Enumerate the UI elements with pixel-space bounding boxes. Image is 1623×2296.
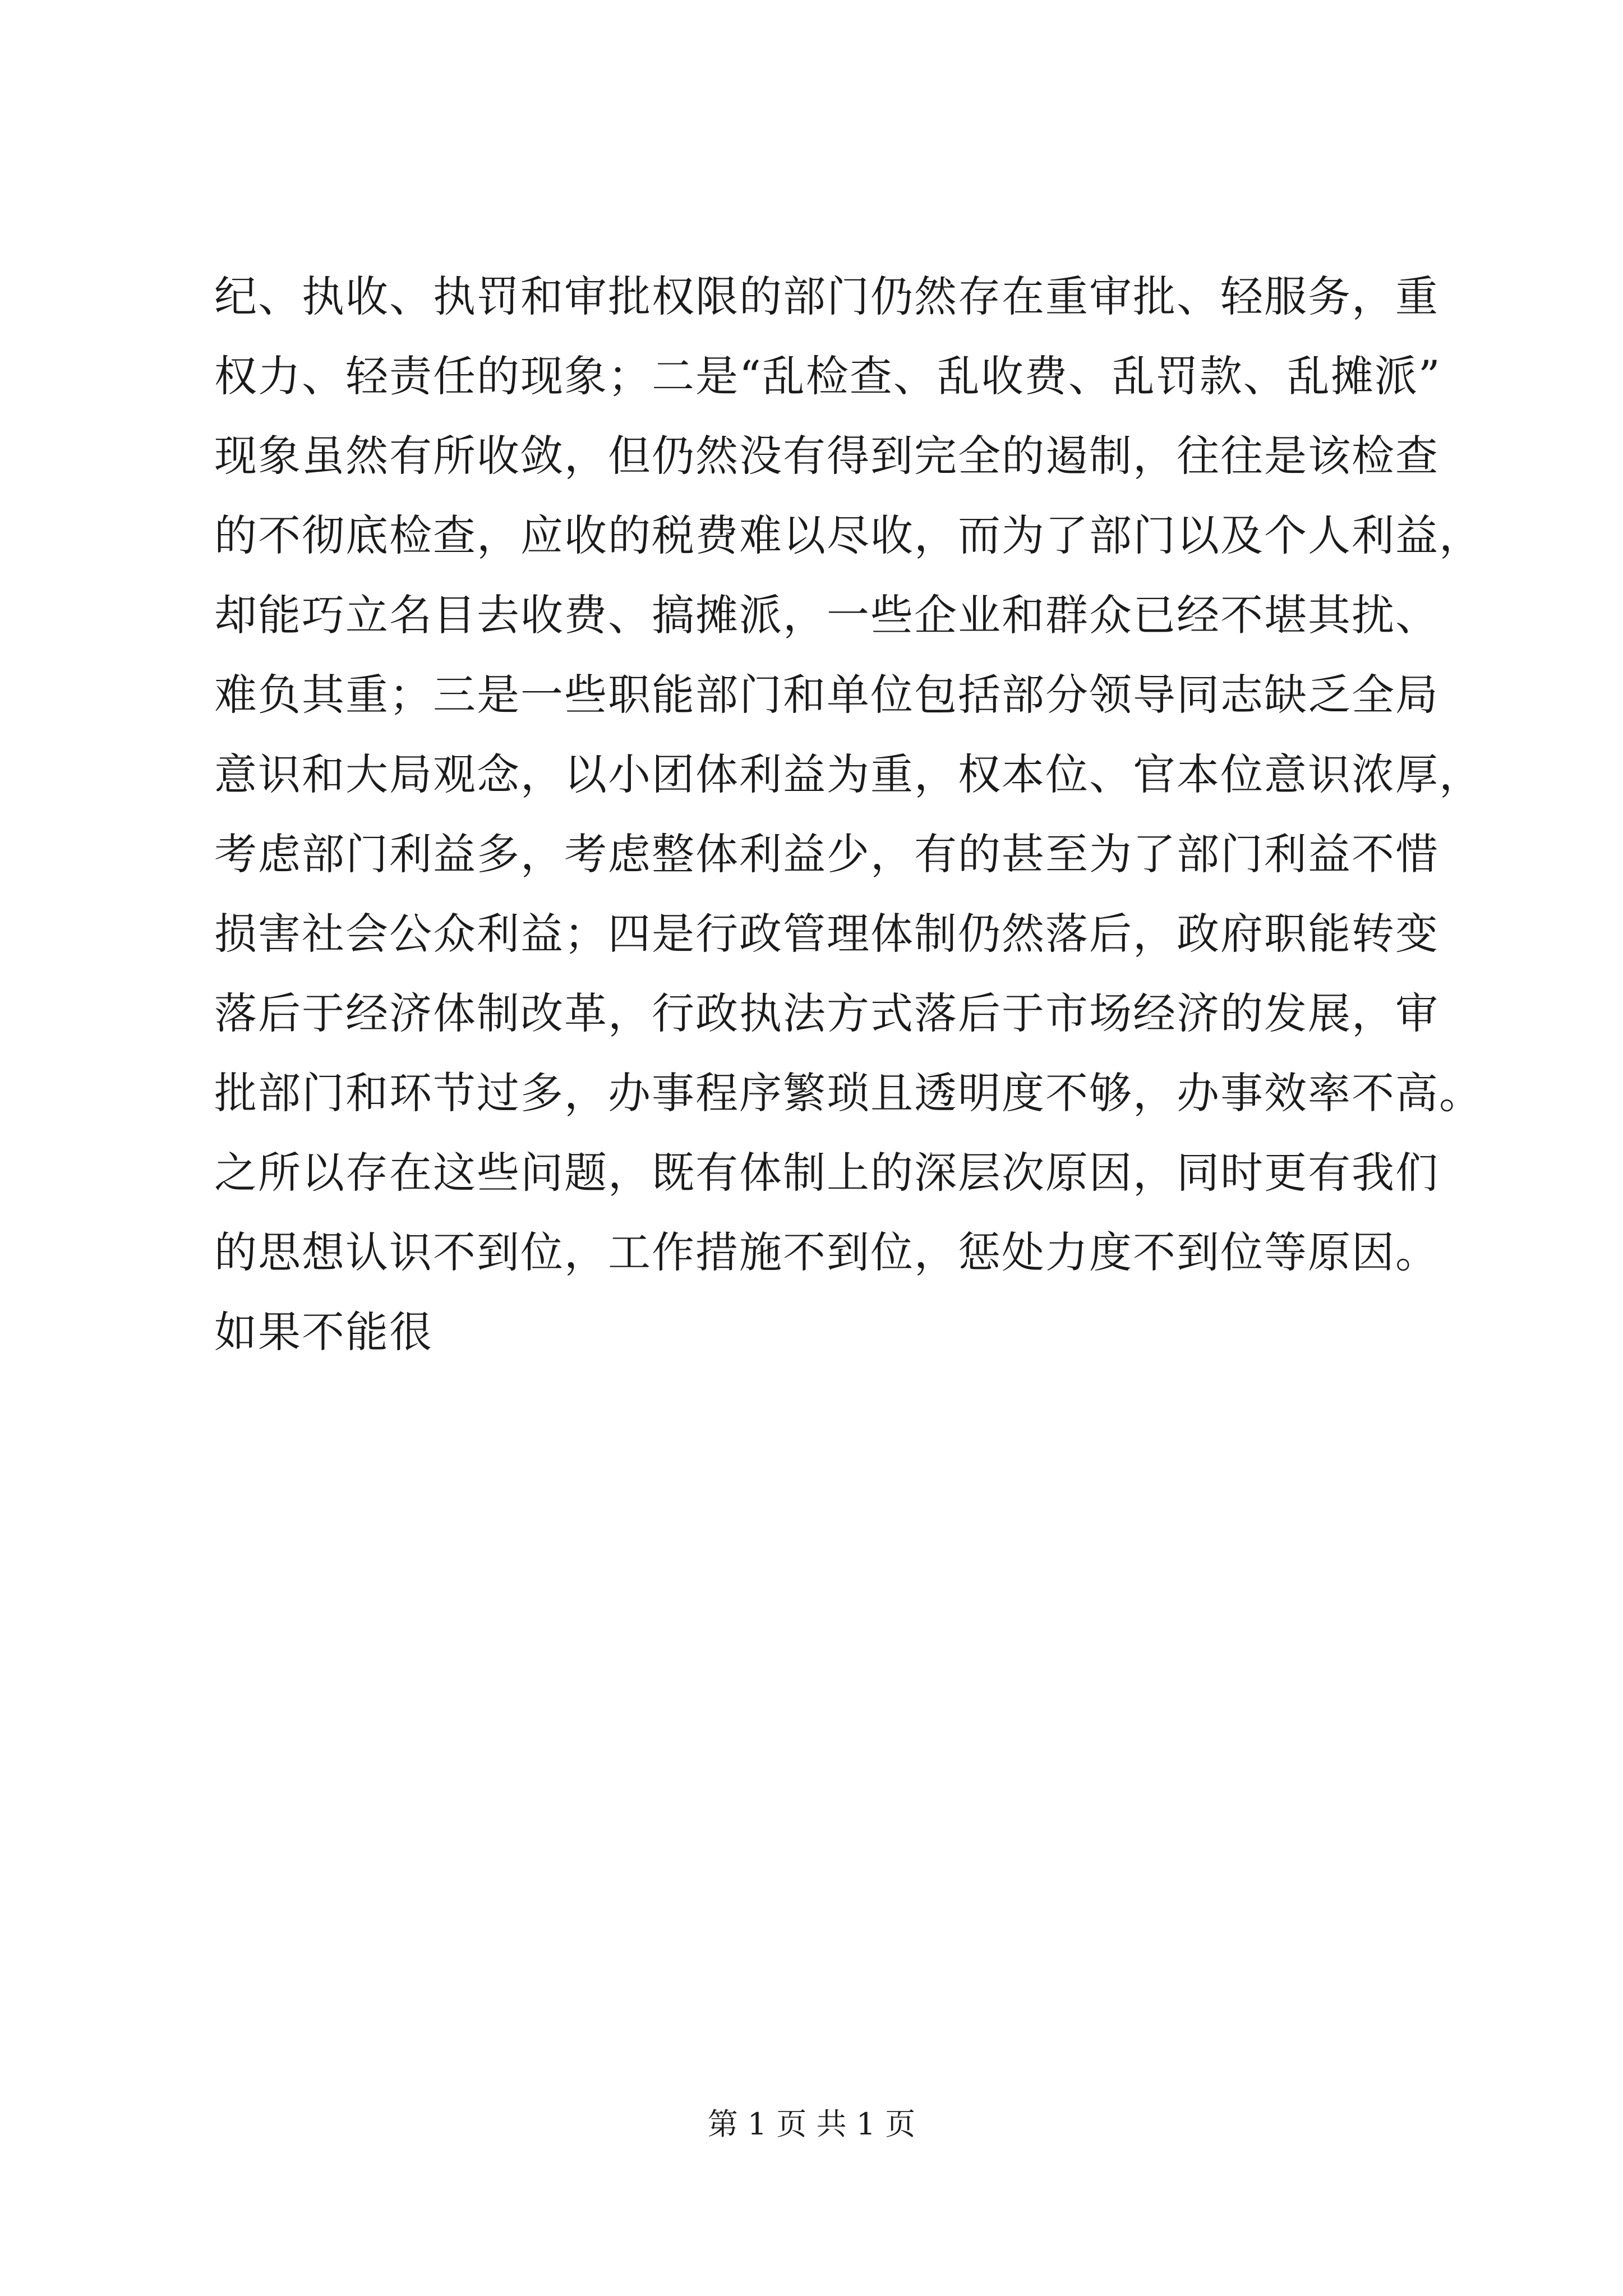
text-line: 如果不能很 (214, 1307, 433, 1357)
text-line: 难负其重；三是一些职能部门和单位包括部分领导同志缺乏全局 (214, 670, 1439, 720)
text-line: 权力、轻责任的现象；二是“乱检查、乱收费、乱罚款、乱摊派” (214, 351, 1441, 401)
text-line: 纪、执收、执罚和审批权限的部门仍然存在重审批、轻服务，重 (214, 272, 1439, 321)
text-line: 现象虽然有所收敛，但仍然没有得到完全的遏制，往往是该检查 (214, 431, 1439, 481)
page-footer (0, 2105, 1623, 2144)
text-line: 考虑部门利益多，考虑整体利益少，有的甚至为了部门利益不惜 (214, 829, 1439, 879)
text-line: 的不彻底检查，应收的税费难以尽收，而为了部门以及个人利益， (214, 510, 1483, 560)
text-line: 却能巧立名目去收费、搞摊派，一些企业和群众已经不堪其扰、 (214, 590, 1439, 640)
text-line: 损害社会公众利益；四是行政管理体制仍然落后，政府职能转变 (214, 909, 1439, 959)
text-line: 落后于经济体制改革，行政执法方式落后于市场经济的发展，审 (214, 988, 1439, 1038)
text-line: 批部门和环节过多，办事程序繁琐且透明度不够，办事效率不高。 (214, 1068, 1483, 1118)
page-number-label: 第 1 页 共 1 页 (707, 2106, 916, 2142)
text-line: 的思想认识不到位，工作措施不到位，惩处力度不到位等原因。 (214, 1227, 1439, 1277)
text-line: 意识和大局观念，以小团体利益为重，权本位、官本位意识浓厚， (214, 749, 1483, 799)
body-text (214, 257, 1483, 1372)
text-line: 之所以存在这些问题，既有体制上的深层次原因，同时更有我们 (214, 1148, 1439, 1198)
